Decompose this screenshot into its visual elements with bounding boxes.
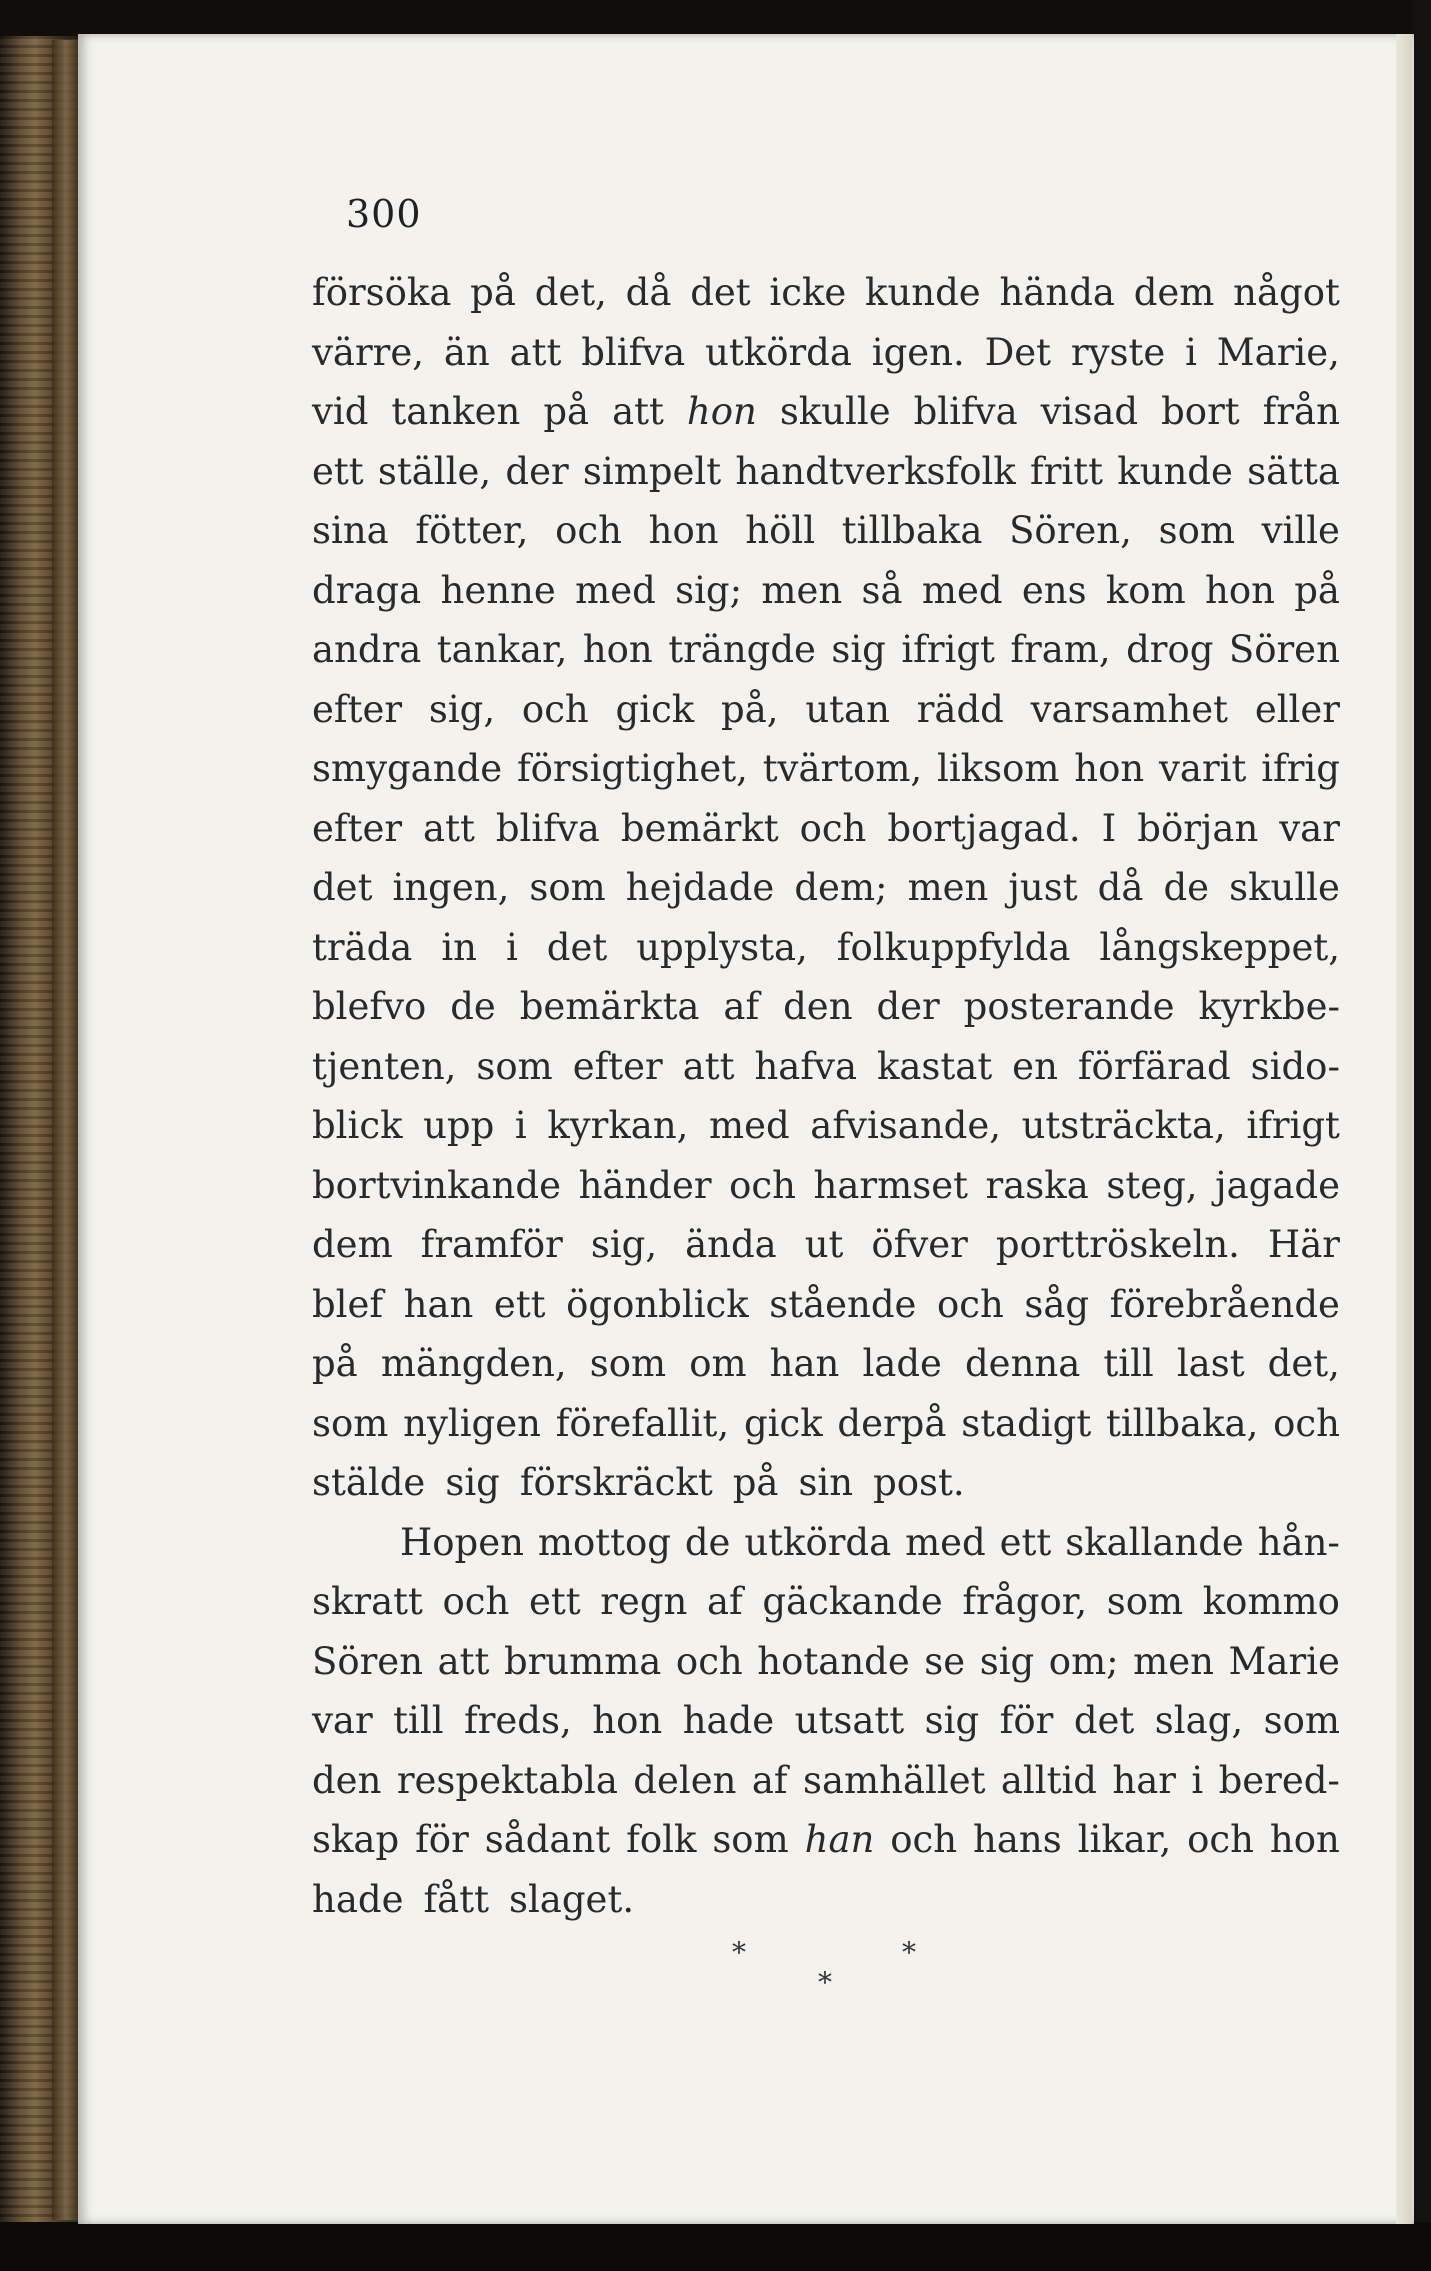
page-number: 300	[346, 192, 422, 236]
word: höll	[745, 509, 816, 552]
word: hafva	[754, 1044, 857, 1088]
word: hade	[312, 1877, 404, 1921]
word: Sören,	[1009, 509, 1132, 552]
word: om	[689, 1342, 747, 1385]
text-line	[312, 977, 1340, 1037]
word: gick	[615, 687, 695, 731]
word: kommo	[1202, 1580, 1340, 1623]
word: af	[723, 985, 760, 1028]
word: ingen,	[392, 866, 510, 909]
word: i	[514, 1104, 527, 1147]
word: freds,	[464, 1699, 572, 1742]
word: blefvo	[312, 985, 427, 1028]
word: kyrkan,	[547, 1104, 689, 1147]
word: från	[1262, 390, 1340, 433]
word: ett	[528, 1580, 581, 1623]
word: sig	[831, 628, 886, 671]
word: att	[437, 1639, 490, 1683]
word: trängde	[668, 628, 816, 671]
word: igen.	[871, 330, 965, 374]
word: bortjagad.	[887, 806, 1081, 850]
text-line	[312, 1334, 1340, 1394]
word: det,	[534, 271, 607, 314]
word: men	[1133, 1639, 1214, 1683]
word: för	[415, 1818, 469, 1861]
word: som	[589, 1342, 667, 1385]
word: hon	[582, 628, 653, 671]
word: i	[1191, 1758, 1204, 1802]
word: stående	[769, 1282, 917, 1326]
word: bemärkt	[620, 806, 779, 850]
word: och	[555, 509, 622, 552]
word: att	[612, 390, 664, 433]
word: regn	[600, 1580, 688, 1623]
word: ifrig	[1261, 747, 1340, 790]
word: hon	[1074, 747, 1145, 790]
word: efter	[572, 1044, 663, 1088]
word: fötter,	[415, 509, 529, 552]
word: folk	[626, 1818, 697, 1861]
word: sig,	[590, 1223, 658, 1266]
word: varsamhet	[1030, 687, 1229, 731]
word: mängden,	[380, 1342, 567, 1385]
word: med	[709, 1104, 790, 1147]
word: då	[625, 271, 672, 314]
text-line	[312, 1215, 1340, 1275]
word: på	[470, 271, 516, 314]
word: dem;	[794, 866, 888, 909]
word: ett	[999, 1520, 1052, 1564]
word: kunde	[1117, 449, 1233, 493]
word: last	[1176, 1342, 1245, 1385]
word: bort	[1161, 390, 1240, 433]
word: samhället	[803, 1758, 986, 1802]
word: om;	[1048, 1639, 1119, 1683]
text-line	[312, 1037, 1340, 1097]
word: hända	[999, 271, 1115, 314]
word: han	[403, 1282, 474, 1326]
word: varit	[1159, 747, 1247, 790]
text-line	[312, 323, 1340, 383]
word: som	[1158, 509, 1235, 552]
section-break-asterism	[710, 1926, 950, 2006]
word: och	[937, 1282, 1004, 1326]
word: afvisande,	[810, 1104, 1001, 1147]
word: fått	[423, 1877, 489, 1921]
word: blick	[312, 1104, 403, 1147]
word: som	[312, 1401, 389, 1445]
word: tanken	[391, 390, 521, 433]
text-line	[312, 620, 1340, 680]
word: och	[890, 1818, 958, 1861]
word: den	[312, 1758, 382, 1802]
word: ifrigt	[1246, 1104, 1340, 1147]
word: af	[751, 1758, 788, 1802]
word: fritt	[1030, 449, 1103, 493]
word: med	[905, 1520, 986, 1564]
word: utkörda	[705, 330, 852, 374]
asterisk: *	[818, 1966, 832, 1999]
word: i	[505, 925, 518, 969]
word: eller	[1254, 687, 1340, 731]
text-line	[312, 1870, 1340, 1930]
word: för	[999, 1699, 1054, 1742]
word: träda	[312, 925, 413, 969]
word: till	[1103, 1342, 1154, 1385]
word: som	[529, 866, 606, 909]
text-line	[312, 1751, 1340, 1811]
page-stack-edge	[52, 40, 80, 2220]
word: blef	[312, 1282, 384, 1326]
word: Sören	[312, 1639, 424, 1683]
word: raska	[985, 1163, 1089, 1207]
word: och	[1273, 1401, 1340, 1445]
word: tankar,	[436, 628, 568, 671]
word: ut	[804, 1223, 844, 1266]
word: på	[732, 1461, 779, 1504]
word: han	[769, 1342, 840, 1385]
word: skallande	[1065, 1520, 1244, 1564]
scan-right-border	[1412, 0, 1431, 2271]
word: delen	[633, 1758, 737, 1802]
word: sig,	[428, 687, 496, 731]
word: på,	[721, 687, 779, 731]
text-line	[312, 1691, 1340, 1751]
word: ville	[1261, 509, 1340, 552]
word: ifrigt	[901, 628, 995, 671]
text-line	[312, 263, 1340, 323]
word: hotande	[757, 1639, 910, 1683]
word: slaget.	[508, 1877, 635, 1921]
word: bortvinkande	[312, 1163, 561, 1207]
word: ett	[312, 449, 364, 493]
word: andra	[312, 628, 422, 671]
word: sig	[445, 1461, 500, 1504]
word: rädd	[916, 687, 1004, 731]
word: alltid	[1000, 1758, 1097, 1802]
word: och	[442, 1580, 510, 1623]
word: och	[675, 1639, 743, 1683]
word: respektabla	[396, 1758, 618, 1802]
word: hans	[973, 1818, 1062, 1861]
text-line	[312, 739, 1340, 799]
word: såg	[1024, 1282, 1090, 1326]
text-line	[312, 918, 1340, 978]
word: upplysta,	[636, 925, 808, 969]
word: det	[1073, 1699, 1135, 1742]
asterisk: *	[902, 1936, 916, 1969]
text-line	[312, 799, 1340, 859]
text-line	[312, 1275, 1340, 1335]
word: tillbaka,	[1105, 1401, 1259, 1445]
word: derpå	[837, 1401, 947, 1445]
word: der	[876, 985, 940, 1028]
word: att	[509, 330, 562, 374]
word: nyligen	[403, 1401, 541, 1445]
word: skratt	[312, 1580, 423, 1623]
text-line	[312, 1810, 1340, 1870]
word: som	[476, 1044, 553, 1088]
word: sig	[924, 1699, 980, 1742]
word: kastat	[876, 1044, 993, 1088]
word: med	[575, 568, 656, 612]
word: visad	[1040, 390, 1139, 433]
word: brumma	[503, 1639, 662, 1683]
word: på	[1294, 568, 1340, 612]
word: Marie,	[1216, 330, 1340, 374]
word: sin	[798, 1461, 854, 1504]
word: början	[1137, 806, 1259, 850]
word: ställe,	[377, 449, 492, 493]
word: på	[312, 1342, 358, 1385]
word: och	[1187, 1818, 1254, 1861]
word: hon	[648, 509, 719, 552]
word: det	[546, 925, 608, 969]
word: fram,	[1010, 628, 1111, 671]
word: den	[783, 985, 853, 1028]
italic-word: hon	[686, 390, 757, 433]
word: drog	[1126, 628, 1214, 671]
word: det,	[1267, 1342, 1340, 1385]
word: slag,	[1154, 1699, 1244, 1742]
word: det	[690, 271, 751, 314]
word: hon	[1204, 568, 1275, 612]
word: sig;	[675, 568, 743, 612]
text-line	[312, 501, 1340, 561]
word: förfärad	[1077, 1044, 1231, 1088]
word: henne	[440, 568, 556, 612]
word: tjenten,	[312, 1044, 457, 1088]
word: men	[761, 568, 843, 612]
word: blifva	[581, 330, 686, 374]
word: ryste	[1070, 330, 1166, 374]
word: stälde	[312, 1461, 426, 1504]
word: kom	[1105, 568, 1186, 612]
word: försöka	[312, 271, 452, 314]
italic-word: han	[804, 1818, 875, 1861]
word: till	[393, 1699, 444, 1742]
word: var	[312, 1699, 373, 1742]
word: som	[1106, 1580, 1184, 1623]
word: sido-	[1250, 1044, 1340, 1088]
word: värre,	[312, 330, 424, 374]
word: men	[907, 866, 989, 909]
word: ögonblick	[566, 1282, 749, 1326]
word: post.	[873, 1461, 965, 1504]
word: bemärkta	[519, 985, 700, 1028]
word: ens	[1021, 568, 1087, 612]
word: utsträckta,	[1021, 1104, 1226, 1147]
word: efter	[312, 806, 403, 850]
word: skulle	[779, 390, 891, 433]
word: sätta	[1247, 449, 1340, 493]
word: hån-	[1257, 1520, 1340, 1564]
word: denna	[965, 1342, 1081, 1385]
word: hejdade	[625, 866, 775, 909]
text-line	[312, 1632, 1340, 1692]
word: förebrående	[1109, 1282, 1340, 1326]
word: öfver	[871, 1223, 968, 1266]
word: de	[684, 1520, 731, 1564]
word: än	[443, 330, 490, 374]
text-line	[312, 1513, 1340, 1573]
word: liksom	[937, 747, 1060, 790]
word: gick	[743, 1401, 823, 1445]
word: Det	[984, 330, 1052, 374]
word: vid	[312, 390, 369, 433]
word: och	[521, 687, 589, 731]
word: förefallit,	[555, 1401, 730, 1445]
word: Marie	[1228, 1639, 1340, 1683]
word: skap	[312, 1818, 400, 1861]
word: lade	[862, 1342, 942, 1385]
word: bered-	[1218, 1758, 1340, 1802]
word: en	[1012, 1044, 1058, 1088]
word: folkuppfylda	[836, 925, 1071, 969]
word: simpelt	[582, 449, 722, 493]
word: Sören	[1228, 628, 1340, 671]
word: något	[1233, 271, 1340, 314]
word: utsatt	[794, 1699, 905, 1742]
word: och	[799, 806, 867, 850]
page-right-edge	[1396, 34, 1412, 2224]
word: dem	[312, 1223, 393, 1266]
text-line	[312, 382, 1340, 442]
word: af	[706, 1580, 743, 1623]
word: har	[1112, 1758, 1176, 1802]
word: som	[712, 1818, 789, 1861]
word: utkörda	[744, 1520, 892, 1564]
text-line	[312, 1572, 1340, 1632]
word: långskeppet,	[1099, 925, 1340, 969]
text-line	[312, 1394, 1340, 1454]
word: de	[1163, 866, 1210, 909]
word: hon	[592, 1699, 663, 1742]
text-line	[312, 858, 1340, 918]
word: med	[921, 568, 1003, 612]
word: porttröskeln.	[995, 1223, 1240, 1266]
word: smygande	[312, 747, 503, 790]
text-line	[312, 1453, 1340, 1513]
text-line	[312, 1096, 1340, 1156]
word: tillbaka	[841, 509, 983, 552]
word: att	[423, 806, 475, 850]
word: jagade	[1215, 1163, 1340, 1207]
word: sådant	[484, 1818, 611, 1861]
text-line	[312, 561, 1340, 621]
word: Här	[1267, 1223, 1340, 1266]
word: så	[861, 568, 903, 612]
word: ett	[493, 1282, 546, 1326]
word: in	[441, 925, 477, 969]
word: draga	[312, 568, 422, 612]
word: förskräckt	[519, 1461, 713, 1504]
word: se	[924, 1639, 966, 1683]
word: utan	[805, 687, 890, 731]
word: skulle	[1229, 866, 1340, 909]
word: att	[682, 1044, 735, 1088]
text-line	[312, 680, 1340, 740]
word: då	[1097, 866, 1144, 909]
asterisk: *	[732, 1936, 746, 1969]
text-line	[312, 1156, 1340, 1216]
word: framför	[420, 1223, 563, 1266]
word: kyrkbe-	[1198, 985, 1340, 1028]
word: tvärtom,	[762, 747, 923, 790]
word: som	[1263, 1699, 1340, 1742]
word: just	[1008, 866, 1078, 909]
scan-top-border	[0, 0, 1431, 36]
word: icke	[769, 271, 847, 314]
word: sina	[312, 509, 389, 552]
word: harmset	[813, 1163, 968, 1207]
word: blifva	[913, 390, 1018, 433]
word: ända	[685, 1223, 777, 1266]
word: de	[450, 985, 496, 1028]
word: händer	[578, 1163, 712, 1207]
word: Hopen	[400, 1520, 524, 1564]
word: hade	[682, 1699, 775, 1742]
word: och	[729, 1163, 796, 1207]
word: frågor,	[962, 1580, 1088, 1623]
word: på	[543, 390, 590, 433]
word: handtverksfolk	[735, 449, 1016, 493]
word: sig	[979, 1639, 1035, 1683]
word: var	[1279, 806, 1340, 850]
word: steg,	[1106, 1163, 1198, 1207]
word: dem	[1133, 271, 1215, 314]
word: det	[312, 866, 373, 909]
word: upp	[423, 1104, 495, 1147]
word: mottog	[537, 1520, 671, 1564]
text-line	[312, 442, 1340, 502]
word: I	[1101, 806, 1117, 850]
word: i	[1185, 330, 1197, 374]
word: der	[505, 449, 569, 493]
word: gäckande	[762, 1580, 943, 1623]
word: posterande	[963, 985, 1175, 1028]
word: blifva	[495, 806, 600, 850]
word: likar,	[1077, 1818, 1172, 1861]
word: efter	[312, 687, 403, 731]
scan-bottom-border	[0, 2222, 1431, 2271]
word: hon	[1269, 1818, 1340, 1861]
body-text	[312, 263, 1340, 1929]
word: stadigt	[961, 1401, 1092, 1445]
word: kunde	[865, 271, 981, 314]
word: försigtighet,	[516, 747, 748, 790]
